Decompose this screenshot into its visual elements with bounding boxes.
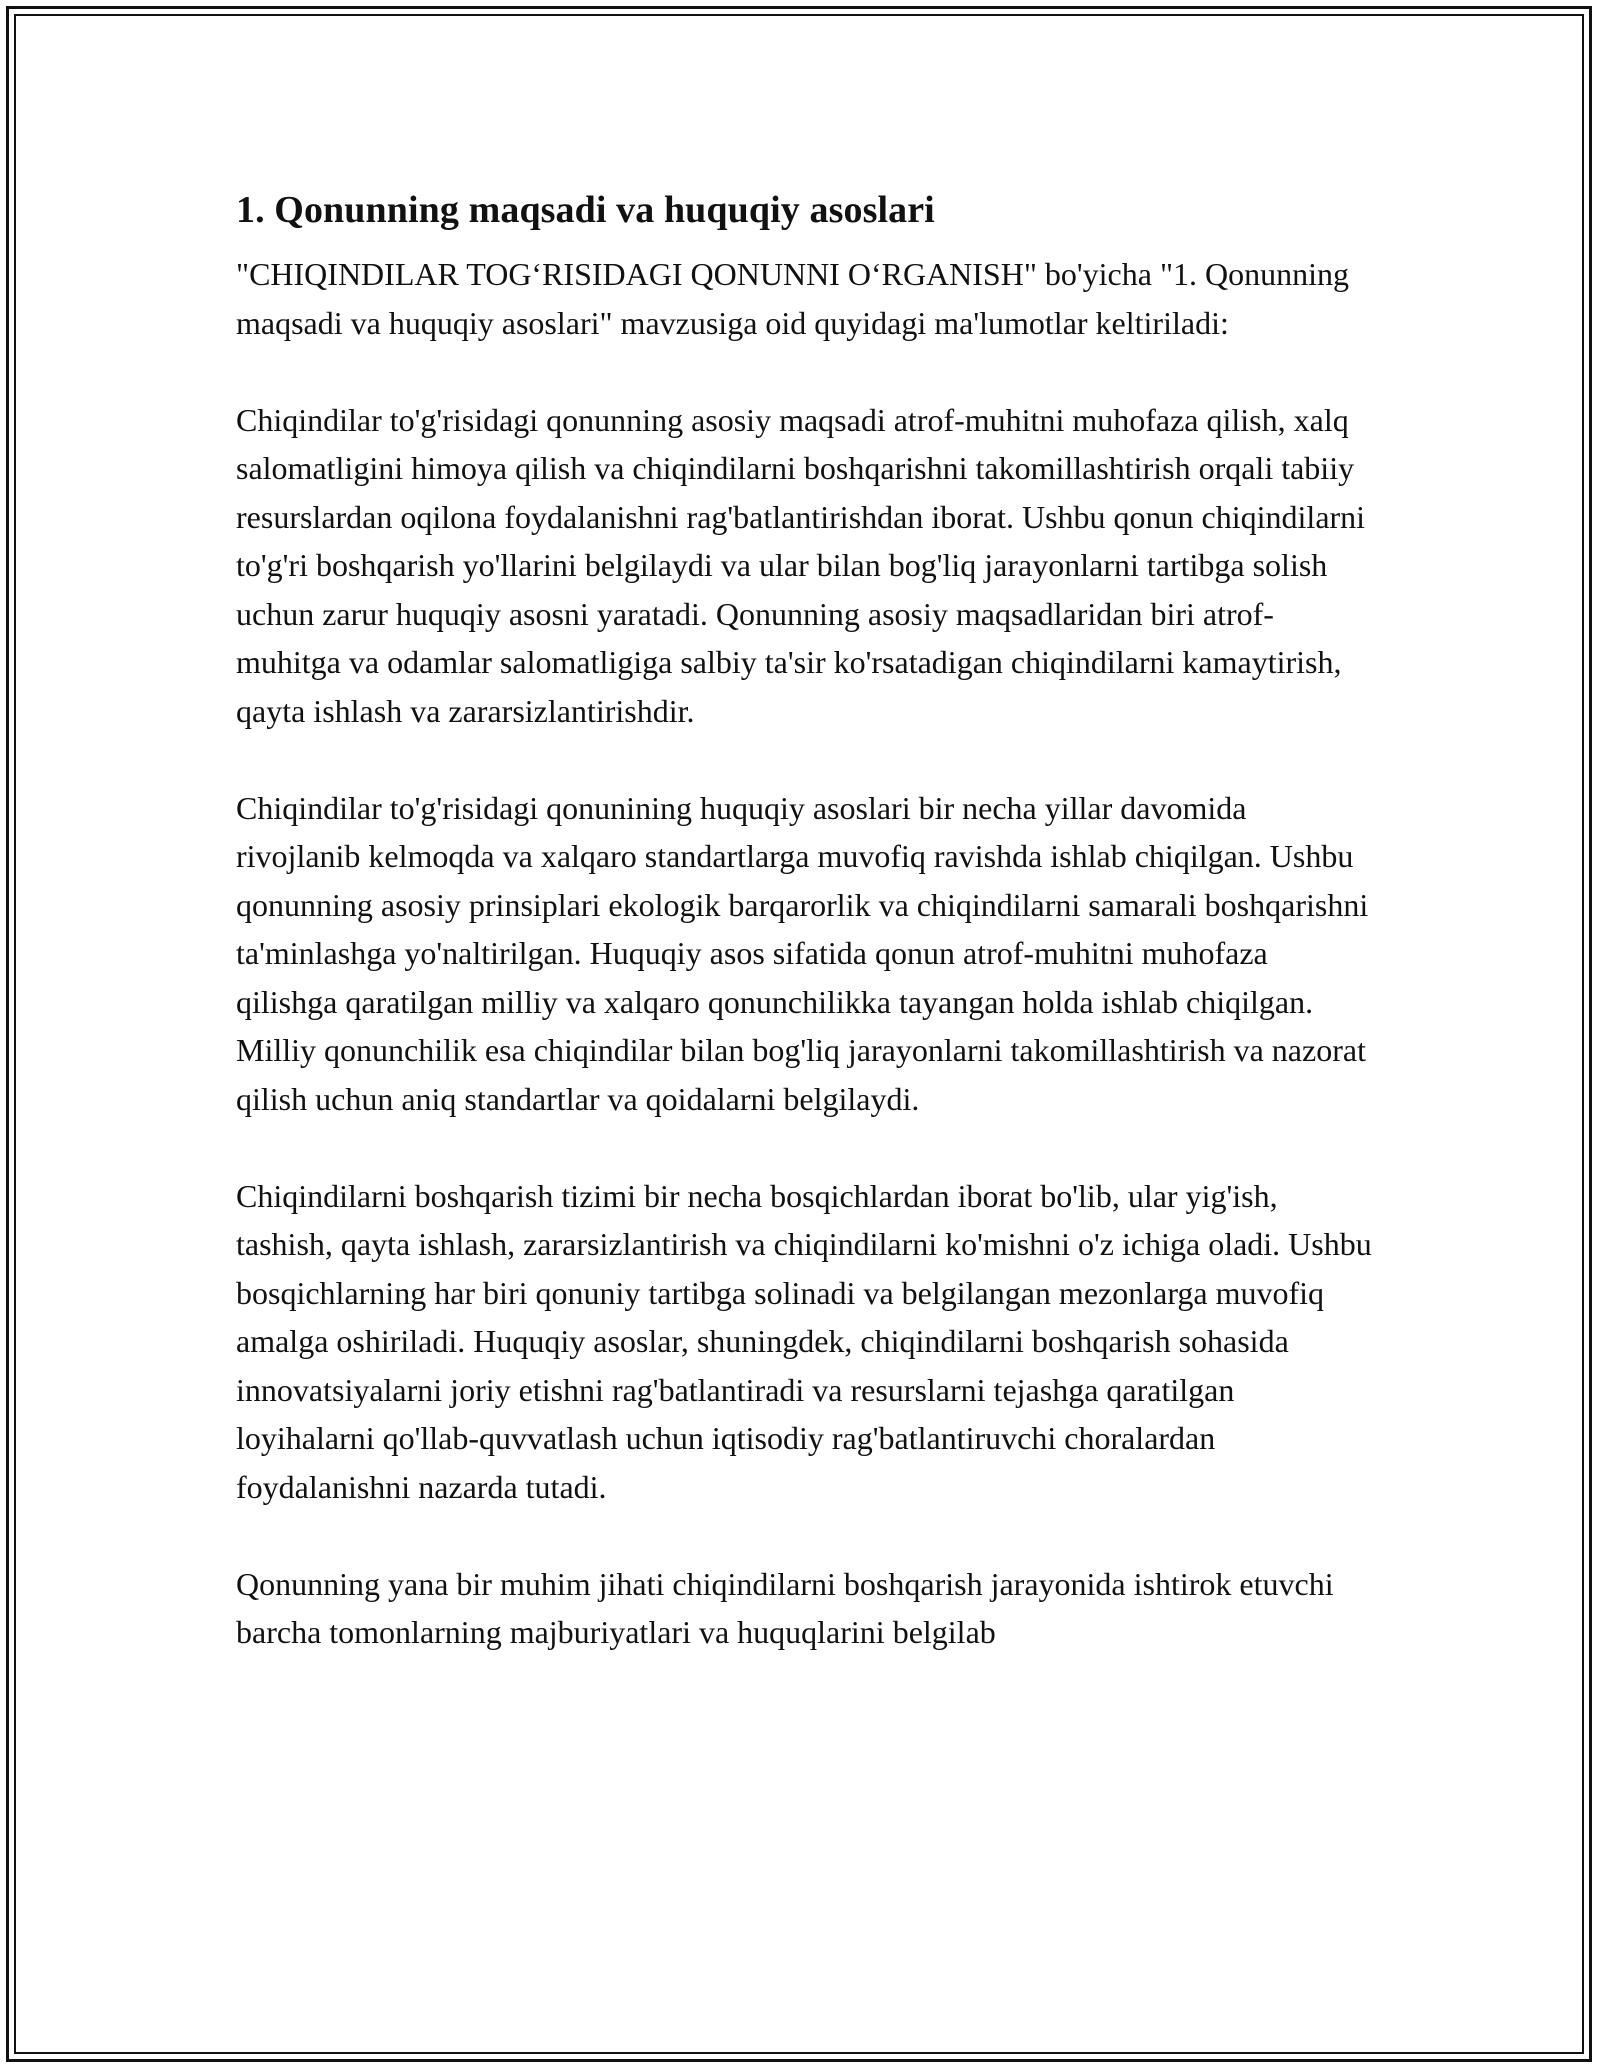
paragraph-legal-basis: Chiqindilar to'g'risidagi qonunining huquqiy asoslari bir necha yillar davomida rivojlanib kelmoqda va xalqaro standartlarga muvofiq ravishda ishlab chiqilgan. Ushbu qonunning asosiy prinsiplari ekologik barqarorlik va chiqindilarni samarali boshqarishni ta'minlashga yo'naltirilgan. Huquqiy asos sifatida qonun atrof-muhitni muhofaza qilishga qaratilgan milliy va xalqaro qonunchilikka tayangan holda ishlab chiqilgan. Milliy qonunchilik esa chiqindilar bilan bog'liq jarayonlarni takomillashtirish va nazorat qilish uchun aniq standartlar va qoidalarni belgilaydi. bbox=[236, 789, 1369, 1117]
paragraph-obligations: Qonunning yana bir muhim jihati chiqindilarni boshqarish jarayonida ishtirok etuvchi barcha tomonlarning majburiyatlari va huquqlarini belgilab bbox=[236, 1565, 1334, 1650]
section-heading: 1. Qonunning maqsadi va huquqiy asoslari bbox=[236, 189, 935, 231]
paragraph-management-system: Chiqindilarni boshqarish tizimi bir necha bosqichlardan iborat bo'lib, ular yig'ish, tashish, qayta ishlash, zararsizlantirish va chiqindilarni ko'mishni o'z ichiga oladi. Ushbu bosqichlarning har biri qonuniy tartibga solinadi va belgilangan mezonlarga muvofiq amalga oshiriladi. Huquqiy asoslar, shuningdek, chiqindilarni boshqarish sohasida innovatsiyalarni joriy etishni rag'batlantiradi va resurslarni tejashga qaratilgan loyihalarni qo'llab-quvvatlash uchun iqtisodiy rag'batlantiruvchi choralardan foydalanishni nazarda tutadi. bbox=[236, 1177, 1372, 1505]
paragraph-purpose: Chiqindilar to'g'risidagi qonunning asosiy maqsadi atrof-muhitni muhofaza qilish, xalq salomatligini himoya qilish va chiqindilarni boshqarishni takomillashtirish orqali tabiiy resurslardan oqilona foydalanishni rag'batlantirishdan iborat. Ushbu qonun chiqindilarni to'g'ri boshqarish yo'llarini belgilaydi va ular bilan bog'liq jarayonlarni tartibga solish uchun zarur huquqiy asosni yaratadi. Qonunning asosiy maqsadlaridan biri atrof-muhitga va odamlar salomatligiga salbiy ta'sir ko'rsatadigan chiqindilarni kamaytirish, qayta ishlash va zararsizlantirishdir. bbox=[236, 401, 1366, 729]
document-body bbox=[236, 186, 1376, 1705]
intro-paragraph: "CHIQINDILAR TOG‘RISIDAGI QONUNNI O‘RGANISH" bo'yicha "1. Qonunning maqsadi va huquqiy asoslari" mavzusiga oid quyidagi ma'lumotlar keltiriladi: bbox=[236, 256, 1350, 341]
